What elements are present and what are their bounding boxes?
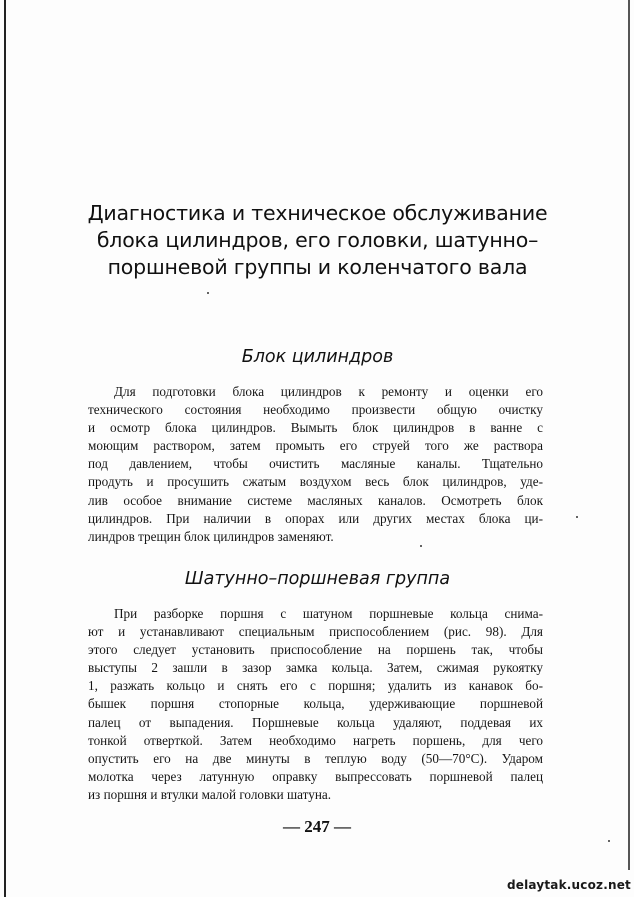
text-line: бышек поршня стопорные кольца, удерживающие поршневой <box>88 696 543 712</box>
text-line: выступы 2 зашли в зазор замка кольца. Затем, сжимая рукоятку <box>88 660 543 676</box>
text-line: из поршня и втулки малой головки шатуна. <box>88 786 332 802</box>
chapter-title-line: блока цилиндров, его головки, шатунно– <box>96 228 539 252</box>
text-line: молотка через латунную оправку выпрессовать поршневой палец <box>88 768 543 784</box>
text-line: и осмотр блока цилиндров. Вымыть блок цилиндров в ванне с <box>88 420 543 436</box>
text-line: моющим раствором, затем промыть его струей того же раствора <box>88 438 543 454</box>
scan-speck <box>576 516 578 518</box>
scan-speck <box>207 292 209 294</box>
section-title-cylinder-block: Блок цилиндров <box>241 347 394 367</box>
text-line: продуть и просушить сжатым воздухом весь блок цилиндров, уде- <box>88 474 543 490</box>
paragraph-cylinder-block <box>88 383 543 546</box>
text-line: линдров трещин блок цилиндров заменяют. <box>88 528 334 544</box>
page-left-edge <box>4 0 6 897</box>
text-line: технического состояния необходимо произвести общую очистку <box>88 402 543 418</box>
text-line: При разборке поршня с шатуном поршневые кольца снима- <box>114 606 543 621</box>
text-line: опустить его на две минуты в теплую воду (50—70°С). Ударом <box>88 750 543 766</box>
site-watermark: delaytak.ucoz.net <box>506 878 631 892</box>
section-title-piston-group: Шатунно–поршневая группа <box>184 569 451 589</box>
chapter-title <box>70 200 565 281</box>
text-line: этого следует установить приспособление на поршень так, чтобы <box>88 642 543 658</box>
paragraph-piston-group <box>88 605 543 804</box>
text-line: тонкой отверткой. Затем необходимо нагреть поршень, для чего <box>88 732 543 748</box>
scan-speck <box>420 545 422 547</box>
page-right-edge <box>628 0 630 870</box>
text-line: цилиндров. При наличии в опорах или других местах блока ци- <box>88 510 543 526</box>
text-line: лив особое внимание системе масляных каналов. Осмотреть блок <box>88 492 543 508</box>
text-line: 1, разжать кольцо и снять его с поршня; удалить из канавок бо- <box>88 678 543 694</box>
text-line: под давлением, чтобы очистить масляные каналы. Тщательно <box>88 456 543 472</box>
page-number: — 247 — <box>283 817 351 836</box>
text-line: палец от выпадения. Поршневые кольца удаляют, поддевая их <box>88 714 543 730</box>
text-line: ют и устанавливают специальным приспособлением (рис. 98). Для <box>88 624 543 640</box>
text-line: Для подготовки блока цилиндров к ремонту и оценки его <box>114 384 543 399</box>
scan-speck <box>608 840 610 842</box>
chapter-title-line: Диагностика и техническое обслуживание <box>87 201 548 225</box>
chapter-title-line: поршневой группы и коленчатого вала <box>107 255 528 279</box>
